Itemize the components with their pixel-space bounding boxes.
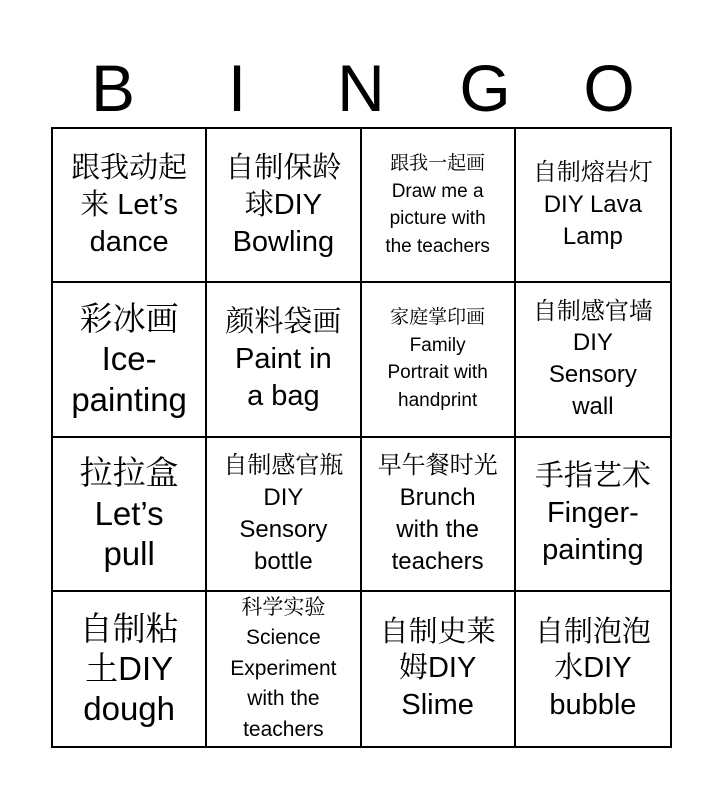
bingo-cell-text: 早午餐时光 Brunch with the teachers	[377, 451, 498, 575]
bingo-cell-r1-c3[interactable]	[362, 129, 516, 283]
bingo-cell-text: 科学实验 Science Experiment with the teachers	[230, 595, 337, 741]
bingo-cell-r3-c3[interactable]	[362, 438, 516, 592]
bingo-cell-text: 自制熔岩灯 DIY Lava Lamp	[532, 159, 653, 251]
bingo-cell-r3-c4[interactable]	[516, 438, 670, 592]
bingo-cell-text: 自制粘 土DIY dough	[79, 609, 179, 727]
title-letter-n: N	[337, 50, 385, 125]
title-letter-g: G	[459, 50, 511, 125]
bingo-cell-r1-c2[interactable]	[207, 129, 361, 283]
bingo-cell-r3-c1[interactable]	[53, 438, 207, 592]
title-letter-o: O	[583, 50, 635, 125]
bingo-cell-text: 颜料袋画 Paint in a bag	[225, 306, 342, 412]
title-letter-i: I	[227, 50, 247, 125]
bingo-cell-text: 家庭掌印画 Family Portrait with handprint	[387, 307, 488, 411]
bingo-cell-r4-c2[interactable]	[207, 592, 361, 746]
bingo-cell-r1-c1[interactable]	[53, 129, 207, 283]
bingo-cell-r2-c3[interactable]	[362, 283, 516, 437]
bingo-cell-text: 自制感官瓶 DIY Sensory bottle	[223, 451, 344, 575]
bingo-cell-r1-c4[interactable]	[516, 129, 670, 283]
bingo-cell-text: 手指艺术 Finger- painting	[534, 460, 651, 567]
bingo-cell-r3-c2[interactable]	[207, 438, 361, 592]
bingo-cell-text: 自制史莱 姆DIY Slime	[379, 615, 496, 722]
bingo-cell-r2-c4[interactable]	[516, 283, 670, 437]
bingo-cell-r4-c3[interactable]	[362, 592, 516, 746]
bingo-cell-r4-c4[interactable]	[516, 592, 670, 746]
bingo-cell-r2-c1[interactable]	[53, 283, 207, 437]
title-letter-b: B	[90, 50, 136, 125]
bingo-board	[51, 127, 672, 748]
bingo-cell-text: 自制感官墙 DIY Sensory wall	[532, 297, 653, 421]
bingo-title	[51, 50, 671, 125]
bingo-cell-text: 拉拉盒 Let’s pull	[79, 454, 179, 572]
bingo-cell-text: 彩冰画 Ice- painting	[71, 300, 187, 418]
bingo-cell-r2-c2[interactable]	[207, 283, 361, 437]
bingo-cell-text: 自制泡泡 水DIY bubble	[534, 615, 651, 722]
bingo-cell-text: 跟我动起 来 Let’s dance	[71, 151, 188, 258]
bingo-cell-text: 自制保龄 球DIY Bowling	[225, 151, 342, 258]
bingo-cell-text: 跟我一起画 Draw me a picture with the teachers	[385, 153, 490, 257]
bingo-cell-r4-c1[interactable]	[53, 592, 207, 746]
